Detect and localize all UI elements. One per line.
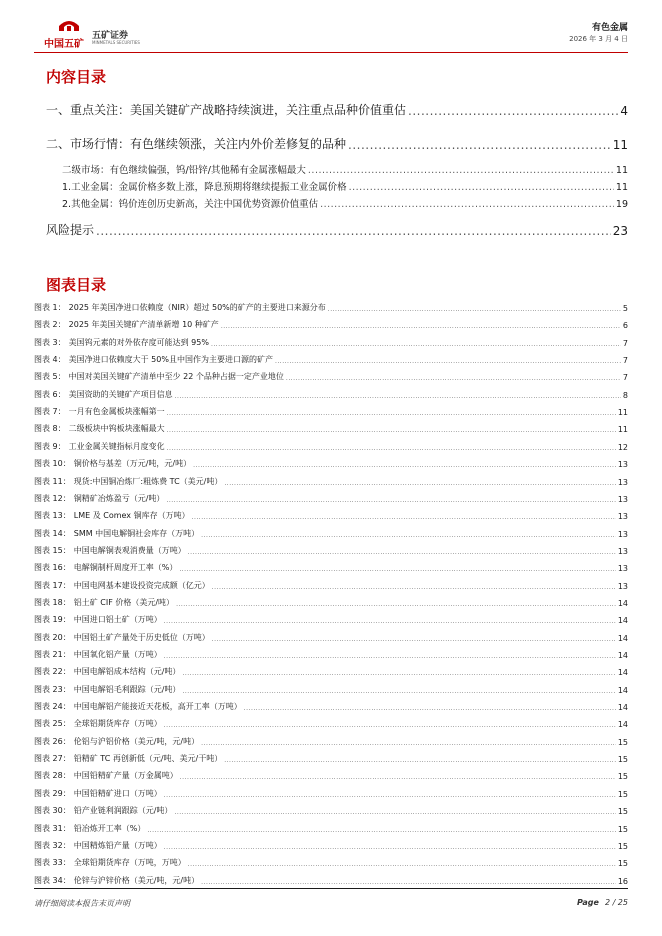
chart-toc-item[interactable] — [34, 580, 628, 591]
chart-toc-label: 图表 32： — [34, 840, 71, 850]
toc-item[interactable] — [46, 101, 628, 118]
chart-toc-page: 15 — [617, 859, 628, 869]
toc-subitem[interactable] — [62, 179, 628, 193]
toc-leader — [328, 306, 621, 313]
toc-leader — [182, 688, 615, 695]
toc-leader — [201, 532, 616, 539]
toc-leader — [212, 584, 616, 591]
toc-item-text: 二级市场：有色继续偏强，钨/铅锌/其他稀有金属涨幅最大 — [62, 165, 306, 176]
chart-toc-page: 14 — [617, 616, 628, 626]
page-word: Page — [577, 898, 599, 907]
toc-item-text: 1.工业金属：金属价格多数上涨，降息预期将继续提振工业金属价格 — [62, 182, 347, 193]
chart-toc-label: 图表 17： — [34, 580, 71, 590]
chart-toc-item[interactable] — [34, 597, 628, 608]
chart-toc-label: 图表 31： — [34, 823, 71, 833]
toc-leader — [188, 861, 616, 868]
chart-toc-item[interactable] — [34, 736, 628, 747]
chart-toc-label: 图表 25： — [34, 719, 71, 729]
chart-toc-item[interactable] — [34, 441, 628, 452]
chart-toc-text: LME 及 Comex 铜库存（万吨） — [73, 511, 190, 521]
chart-toc-text: 中国进口铝土矿（万吨） — [73, 615, 162, 625]
chart-toc-page: 14 — [617, 598, 628, 608]
chart-toc-page: 7 — [622, 373, 628, 383]
chart-toc-item[interactable] — [34, 701, 628, 712]
chart-toc-label: 图表 6： — [34, 389, 66, 399]
chart-toc-text: 现货:中国铜冶炼厂:粗炼费 TC（美元/吨） — [73, 476, 223, 486]
chart-toc-text: 2025 年美国净进口依赖度（NIR）超过 50%的矿产的主要进口来源分布 — [68, 303, 326, 312]
chart-toc-label: 图表 28： — [34, 771, 71, 781]
chart-toc-page: 14 — [617, 651, 628, 660]
toc-item-text: 2.其他金属：钨价连创历史新高，关注中国优势资源价值重估 — [62, 199, 319, 210]
chart-toc-label: 图表 1： — [34, 303, 66, 312]
chart-toc-page: 15 — [617, 841, 628, 851]
toc-leader — [211, 341, 621, 348]
toc-leader — [244, 705, 616, 712]
chart-toc-label: 图表 9： — [34, 441, 66, 451]
chart-toc-page: 15 — [617, 824, 628, 834]
chart-toc-text: 铝土矿 CIF 价格（美元/吨） — [73, 597, 175, 607]
chart-toc-page: 15 — [617, 737, 628, 747]
toc-item-page: 4 — [620, 104, 628, 118]
report-type: 有色金属 — [591, 23, 628, 33]
chart-toc-label: 图表 30： — [34, 806, 71, 816]
chart-toc-label: 图表 21： — [34, 650, 71, 659]
toc-leader — [96, 224, 611, 238]
chart-toc-item[interactable] — [34, 389, 628, 400]
chart-toc-page: 13 — [617, 494, 628, 504]
chart-toc-item[interactable] — [34, 354, 628, 365]
page-number: 2 / 25 — [604, 898, 628, 907]
chart-toc-item[interactable] — [34, 302, 628, 313]
chart-toc-page: 7 — [622, 338, 628, 348]
chart-toc-label: 图表 2： — [34, 320, 66, 330]
brand-name-en: MINMETALS SECURITIES — [92, 40, 140, 45]
toc-item[interactable] — [46, 221, 628, 238]
chart-toc-page: 8 — [622, 390, 628, 400]
toc-leader — [212, 636, 616, 643]
toc-leader — [408, 104, 618, 118]
chart-toc-label: 图表 16： — [34, 563, 71, 573]
chart-toc-item[interactable] — [34, 684, 628, 695]
chart-toc-item[interactable] — [34, 788, 628, 799]
toc-leader — [201, 740, 616, 747]
toc-leader — [174, 809, 615, 816]
report-date: 2026 年 3 月 4 日 — [569, 35, 628, 43]
header-divider — [34, 52, 628, 53]
toc-subitem[interactable] — [62, 162, 628, 176]
toc-leader — [275, 358, 621, 365]
chart-toc-label: 图表 19： — [34, 615, 71, 625]
toc-item-page: 19 — [615, 199, 628, 210]
chart-toc-page: 16 — [617, 876, 628, 886]
chart-toc-text: 铅冶炼开工率（%） — [73, 823, 146, 833]
toc-leader — [164, 722, 616, 729]
chart-toc-item[interactable] — [34, 649, 628, 660]
chart-toc-item[interactable] — [34, 510, 628, 521]
chart-toc-label: 图表 11： — [34, 476, 71, 486]
chart-toc-page: 5 — [622, 304, 628, 313]
chart-toc-text: 一月有色金属板块涨幅第一 — [68, 407, 165, 417]
toc-leader — [221, 323, 621, 330]
toc-leader — [320, 199, 614, 210]
chart-toc-label: 图表 27： — [34, 754, 71, 764]
toc-leader — [166, 497, 615, 504]
chart-toc-text: 中国铝土矿产量处于历史低位（万吨） — [73, 632, 210, 642]
toc-leader — [180, 774, 616, 781]
chart-toc-label: 图表 13： — [34, 511, 71, 521]
chart-toc-item[interactable] — [34, 562, 628, 573]
toc-leader — [164, 792, 616, 799]
chart-toc-label: 图表 24： — [34, 702, 71, 712]
chart-toc-page: 15 — [617, 755, 628, 765]
chart-toc-item[interactable] — [34, 458, 628, 469]
chart-toc-item[interactable] — [34, 857, 628, 868]
toc-leader — [224, 480, 615, 487]
chart-toc-label: 图表 29： — [34, 788, 71, 798]
chart-toc-text: 中国电解铝产能接近天花板，高开工率（万吨） — [73, 702, 242, 712]
content-bottom-divider — [34, 888, 628, 889]
chart-toc-text: 工业金属关键指标月度变化 — [68, 441, 165, 451]
chart-toc-page: 15 — [617, 789, 628, 799]
toc-leader — [164, 844, 616, 851]
chart-toc-text: 中国电解铜表观消费量（万吨） — [73, 545, 186, 555]
chart-toc-text: 铜价格与基差（万元/吨，元/吨） — [73, 459, 192, 469]
toc-item[interactable] — [46, 135, 628, 152]
chart-toc-label: 图表 23： — [34, 684, 71, 694]
chart-toc-text: 伦铝与沪铝价格（美元/吨，元/吨） — [73, 736, 200, 746]
chart-toc-item[interactable] — [34, 632, 628, 643]
toc-leader — [348, 138, 611, 152]
chart-toc-item[interactable] — [34, 840, 628, 851]
chart-toc-page: 14 — [617, 703, 628, 713]
chart-toc-item[interactable] — [34, 545, 628, 556]
chart-toc-text: 美国净进口依赖度大于 50%且中国作为主要进口源的矿产 — [68, 355, 273, 365]
chart-toc-label: 图表 3： — [34, 337, 66, 347]
chart-toc-label: 图表 14： — [34, 528, 71, 538]
minmetals-logo-icon — [58, 18, 80, 32]
toc-item-page: 11 — [615, 182, 628, 193]
toc-leader — [188, 549, 616, 556]
chart-toc-item[interactable] — [34, 875, 628, 886]
chart-toc-text: 中国对美国关键矿产清单中至少 22 个品种占据一定产业地位 — [68, 372, 284, 382]
toc-leader — [167, 445, 616, 452]
chart-toc-text: 电解铜制杆周度开工率（%） — [73, 563, 178, 573]
toc-leader — [192, 514, 616, 521]
toc-item-page: 23 — [612, 224, 628, 238]
toc-item-text: 风险提示 — [46, 223, 95, 237]
contents-title: 内容目录 — [46, 68, 107, 86]
chart-toc-page: 13 — [617, 546, 628, 556]
page-indicator — [577, 898, 628, 907]
chart-toc-label: 图表 34： — [34, 875, 71, 885]
chart-toc-page: 14 — [617, 720, 628, 730]
toc-subitem[interactable] — [62, 196, 628, 210]
chart-toc-label: 图表 15： — [34, 545, 71, 555]
chart-toc-page: 14 — [617, 633, 628, 643]
toc-item-text: 一、重点关注：美国关键矿产战略持续演进，关注重点品种价值重估 — [46, 103, 407, 117]
chart-toc-text: 铅精矿 TC 再创新低（元/吨、美元/干吨） — [73, 754, 223, 764]
chart-toc-item[interactable] — [34, 371, 628, 382]
chart-toc-text: 中国精炼铅产量（万吨） — [73, 840, 162, 850]
chart-toc-item[interactable] — [34, 528, 628, 539]
toc-leader — [182, 670, 615, 677]
toc-leader — [164, 653, 616, 660]
toc-leader — [164, 618, 616, 625]
chart-toc-item[interactable] — [34, 337, 628, 348]
toc-leader — [147, 827, 615, 834]
chart-toc-item[interactable] — [34, 319, 628, 330]
footer-disclaimer: 请仔细阅读本报告末页声明 — [34, 899, 130, 908]
chart-toc-text: 二级板块中钨板块涨幅最大 — [68, 424, 165, 434]
chart-toc-text: 全球铅期货库存（万吨，万吨） — [73, 858, 186, 868]
chart-toc-item[interactable] — [34, 406, 628, 417]
chart-toc-page: 11 — [617, 408, 628, 418]
chart-toc-label: 图表 22： — [34, 667, 71, 677]
chart-toc-text: 中国电解铝成本结构（元/吨） — [73, 667, 181, 677]
chart-toc-text: 伦锌与沪锌价格（美元/吨，元/吨） — [73, 875, 200, 885]
chart-toc-page: 13 — [617, 581, 628, 591]
chart-toc-label: 图表 26： — [34, 736, 71, 746]
toc-leader — [175, 393, 621, 400]
chart-toc-page: 13 — [617, 460, 628, 470]
chart-toc-page: 15 — [617, 772, 628, 782]
chart-toc-item[interactable] — [34, 805, 628, 816]
toc-leader — [224, 757, 616, 764]
charts-title: 图表目录 — [46, 276, 107, 294]
chart-toc-page: 13 — [617, 529, 628, 539]
chart-toc-text: 美国资助的关键矿产项目信息 — [68, 389, 173, 399]
chart-toc-text: 中国电网基本建设投资完成额（亿元） — [73, 580, 210, 590]
chart-toc-label: 图表 20： — [34, 632, 71, 642]
chart-toc-page: 7 — [622, 356, 628, 366]
chart-toc-page: 6 — [622, 321, 628, 331]
chart-toc-text: SMM 中国电解铜社会库存（万吨） — [73, 528, 200, 538]
chart-toc-page: 13 — [617, 564, 628, 574]
toc-leader — [201, 879, 616, 886]
toc-leader — [308, 165, 614, 176]
chart-toc-item[interactable] — [34, 770, 628, 781]
chart-toc-page: 12 — [617, 442, 628, 452]
chart-toc-label: 图表 10： — [34, 459, 71, 469]
chart-toc-text: 铜精矿冶炼盈亏（元/吨） — [73, 493, 165, 503]
chart-toc-text: 中国氧化铝产量（万吨） — [73, 650, 162, 659]
chart-toc-page: 14 — [617, 668, 628, 678]
chart-toc-item[interactable] — [34, 614, 628, 625]
toc-item-page: 11 — [615, 165, 628, 176]
chart-toc-label: 图表 4： — [34, 355, 66, 365]
toc-item-page: 11 — [612, 138, 628, 152]
brand-name: 五矿证券 — [92, 31, 129, 41]
chart-toc-label: 图表 7： — [34, 407, 66, 417]
chart-toc-item[interactable] — [34, 476, 628, 487]
toc-leader — [167, 410, 616, 417]
chart-toc-page: 15 — [617, 807, 628, 817]
chart-toc-page: 13 — [617, 512, 628, 522]
chart-toc-item[interactable] — [34, 666, 628, 677]
chart-toc-text: 全球铝期货库存（万吨） — [73, 719, 162, 729]
chart-toc-text: 中国铅精矿进口（万吨） — [73, 788, 162, 798]
toc-leader — [193, 462, 616, 469]
chart-toc-page: 11 — [617, 425, 628, 435]
toc-leader — [286, 375, 621, 382]
chart-toc-label: 图表 5： — [34, 372, 66, 382]
chart-toc-label: 图表 12： — [34, 493, 71, 503]
chart-toc-text: 2025 年美国关键矿产清单新增 10 种矿产 — [68, 320, 219, 330]
chart-toc-text: 中国电解铝毛利跟踪（元/吨） — [73, 684, 181, 694]
company-logo — [44, 18, 96, 50]
chart-toc-item[interactable] — [34, 823, 628, 834]
chart-toc-page: 13 — [617, 477, 628, 487]
toc-leader — [176, 601, 616, 608]
chart-toc-label: 图表 8： — [34, 424, 66, 434]
chart-toc-page: 14 — [617, 685, 628, 695]
toc-item-text: 二、市场行情：有色继续领涨，关注内外价差修复的品种 — [46, 137, 347, 151]
toc-leader — [167, 427, 616, 434]
chart-toc-item[interactable] — [34, 718, 628, 729]
chart-toc-item[interactable] — [34, 753, 628, 764]
chart-toc-text: 中国铅精矿产量（万金属吨） — [73, 771, 178, 781]
chart-toc-label: 图表 33： — [34, 858, 71, 868]
toc-leader — [349, 182, 614, 193]
company-name: 中国五矿 — [44, 39, 84, 50]
toc-leader — [179, 566, 615, 573]
chart-toc-item[interactable] — [34, 423, 628, 434]
chart-toc-text: 铅产业链利润跟踪（元/吨） — [73, 806, 173, 816]
chart-toc-label: 图表 18： — [34, 597, 71, 607]
chart-toc-text: 美国钨元素的对外依存度可能达到 95% — [68, 337, 209, 347]
chart-toc-item[interactable] — [34, 493, 628, 504]
